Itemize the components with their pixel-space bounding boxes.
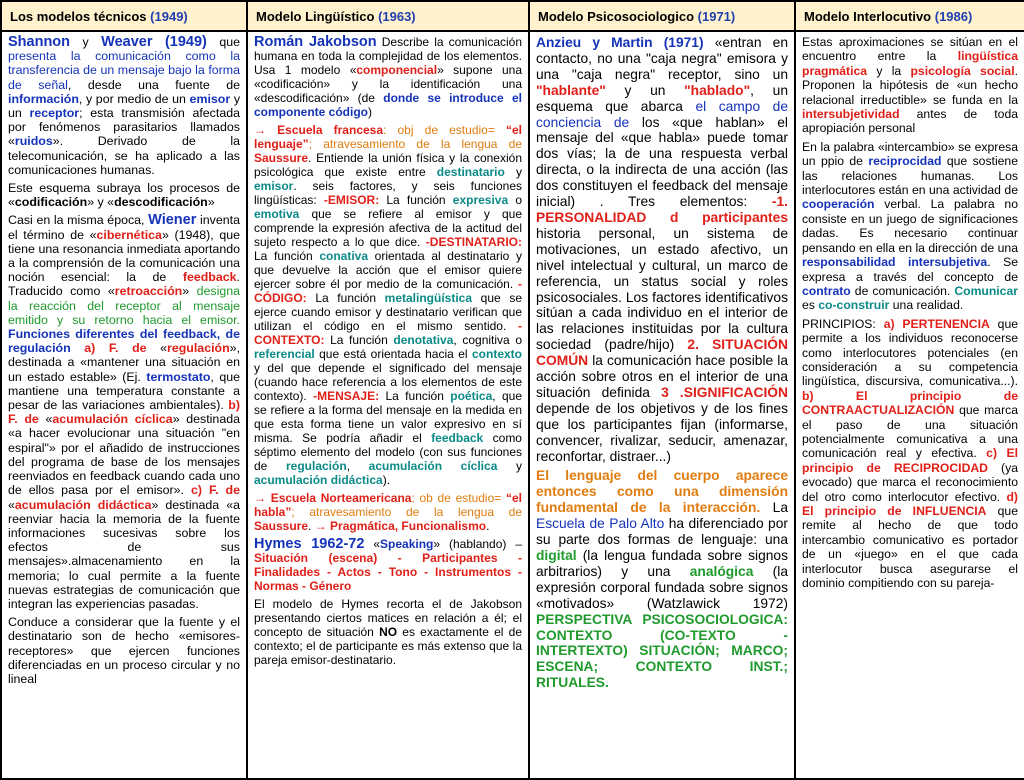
text-run: a) PERTENENCIA: [883, 316, 990, 331]
text-run: la comunicación hace posible la acción sobre otros en el interior de una situación definida: [536, 353, 788, 400]
text-run: «: [146, 341, 168, 356]
paragraph: [8, 615, 240, 686]
text-run: reciprocidad: [868, 154, 942, 169]
text-run: La función: [306, 291, 385, 305]
text-run: de comunicación.: [850, 283, 955, 298]
text-run: ; atravesamiento de la lengua de: [308, 137, 522, 151]
paragraph: [8, 181, 240, 209]
text-run: “el habla”: [254, 491, 522, 519]
text-run: información: [8, 91, 79, 106]
text-run: [152, 35, 164, 49]
text-run: responsabilidad intersubjetiva: [802, 255, 988, 270]
text-run: ruidos: [14, 134, 53, 149]
paragraph: [254, 537, 522, 593]
paragraph: [802, 317, 1018, 591]
text-run: emisor: [254, 179, 294, 193]
text-run: → Escuela Norteamericana: [254, 491, 412, 505]
text-run: , que se refiere a la forma del mensaje en la medida en que esta forma tiene un valor expresivo en sí misma. Se podría añadir el: [254, 389, 523, 445]
text-run: . seis factores, y seis funciones lingüísticas:: [254, 179, 522, 207]
header-title: Modelo Interlocutivo: [804, 8, 932, 24]
paragraph: [254, 35, 522, 119]
paragraph: [536, 468, 788, 691]
paragraph: [802, 140, 1018, 313]
text-run: emisor: [189, 91, 231, 106]
text-run: contrato: [802, 283, 851, 298]
text-run: termostato: [146, 369, 211, 384]
text-run: Este esquema subraya los procesos de «: [8, 181, 240, 210]
text-run: La función: [379, 389, 451, 403]
column-psicosociologico: [529, 31, 795, 779]
text-run: » supone una «codificación» y la identificación una «descodificación» (de: [254, 63, 523, 105]
text-run: » (hablando) –: [433, 537, 522, 551]
text-run: Anzieu y Martin (1971): [536, 35, 704, 50]
text-run: b) F. de: [8, 398, 240, 427]
text-run: emotiva: [254, 207, 300, 221]
text-run: (ya evocado) que marca el reconocimiento del otro como interlocutor efectivo.: [802, 460, 1018, 504]
text-run: 3 .SIGNIFICACIÓN: [661, 384, 788, 400]
column-tecnicos: [1, 31, 247, 779]
text-run: », destinada a «mantener una situación en un estado estable» (Ej.: [8, 341, 241, 384]
text-run: «: [8, 497, 15, 512]
text-run: conativa: [319, 249, 369, 263]
text-run: psicología social: [910, 63, 1015, 78]
text-run: que permite a los individuos reconocerse como interlocutores potenciales (en consideración a su competencia lingüística, discursiva, comunicativa...).: [802, 316, 1018, 389]
text-run: y del que depende el significado del mensaje (cuando hace referencia a los elementos de este contexto).: [254, 361, 522, 403]
text-run: que está orientada hacia el: [314, 347, 472, 361]
text-run: » (1948), que tiene una resonancia inmediata aportando a la comprensión de la comunicación una noción esencial: la de: [8, 227, 240, 285]
text-run: retroacción: [114, 284, 183, 299]
text-run: NO: [379, 625, 398, 639]
paragraph: [8, 213, 240, 611]
text-run: Funciones diferentes del feedback, de regulación: [8, 327, 240, 356]
text-run: historia personal, un sistema de motivaciones, un estado afectivo, un nivel intelectual y cultural, un marco de referencia, un status social y roles psicosociales. Los factores identificativos sitúan a cada individuo en el interior de las relaciones instituidas por la cultura sociedad (padre/hijo): [536, 225, 788, 353]
column-interlocutivo: [795, 31, 1024, 779]
text-run: .: [486, 519, 490, 533]
text-run: depende de los objetivos y de los fines que los participantes fijan (informarse, convencer, rivalizar, seducir, amenazar, reconfortar, distraer...): [536, 400, 788, 464]
text-run: , y por medio de un: [78, 91, 190, 106]
text-run: » destinada «a reenviar hacia la memoria de la fuente informaciones sucesivas sobre los efectos de sus mensajes».almacenamiento en la memoria; lo cual permite a la fuente nuevas estrategias de comunicación que integran las experiencias pasadas.: [8, 497, 240, 611]
text-run: que: [206, 35, 240, 49]
text-run: acumulación cíclica: [368, 459, 498, 473]
text-run: c) F. de: [190, 483, 241, 498]
text-run: que se ejerce cuando emisor y destinatario verifican que utilizan el código en el mismo sentido.: [254, 291, 522, 333]
text-run: ; atravesamiento de la lengua de: [291, 505, 522, 519]
text-run: es: [802, 298, 819, 313]
text-run: cibernética: [96, 227, 162, 242]
text-run: Weaver: [101, 34, 153, 50]
text-run: es exactamente el de contexto; el de participante es más extenso que la pareja emisor-destinatario.: [254, 625, 522, 667]
text-run: y la: [867, 63, 911, 78]
header-year: (1949): [150, 8, 188, 24]
text-run: » destinada «a hacer evolucionar una situación "en espiral"» por el añadido de instrucciones del programa de base de los mensajes reenviados en feedback cuando cada uno de ellos pasa por el emisor».: [8, 412, 240, 498]
header-year: (1971): [697, 8, 736, 24]
text-run: contexto: [471, 347, 522, 361]
header-title: Modelo Lingüístico: [256, 8, 375, 24]
text-run: Shannon: [8, 34, 71, 50]
text-run: «: [38, 412, 53, 427]
paragraph: [254, 597, 522, 667]
text-run: c) El principio de RECIPROCIDAD: [802, 446, 1018, 475]
text-run: (la expresión corporal fundada sobre signos «motivados» (Watzlawick 1972): [536, 563, 788, 611]
text-run: , cognitiva o: [453, 333, 523, 347]
paragraph: [8, 35, 240, 177]
header-linguistico: [247, 1, 529, 31]
paragraph: [802, 35, 1018, 136]
text-run: feedback: [182, 270, 237, 285]
text-run: y: [497, 459, 523, 473]
text-run: -DESTINATARIO:: [425, 235, 522, 249]
text-run: regulación: [167, 341, 230, 356]
text-run: -CÓDIGO:: [254, 277, 522, 305]
text-run: .: [308, 519, 315, 533]
text-run: acumulación didáctica: [254, 473, 383, 487]
text-run: receptor: [29, 106, 80, 121]
text-run: ): [368, 105, 372, 119]
text-run: que sostiene las relaciones humanas. Los interlocutores están en una actividad de: [802, 154, 1018, 198]
header-title: Los modelos técnicos: [10, 8, 147, 24]
text-run: una realidad.: [889, 298, 964, 313]
text-run: componencial: [356, 63, 438, 77]
text-run: "hablante": [536, 82, 606, 98]
paragraph: [536, 35, 788, 464]
text-run: feedback: [431, 431, 484, 445]
text-run: (1949): [164, 34, 207, 50]
text-run: ». Derivado de la telecomunicación, se ha aplicado a las comunicaciones humanas.: [8, 134, 240, 177]
text-run: ,: [346, 459, 369, 473]
text-run: Situación (escena) - Participantes - Finalidades - Actos - Tono - Instrumentos - Normas - Género: [254, 551, 522, 593]
text-run: Escuela de Palo Alto: [536, 516, 665, 532]
text-run: -EMISOR:: [323, 193, 380, 207]
paragraph: [254, 123, 522, 487]
text-run: El lenguaje del cuerpo aparece entonces como una dimensión fundamental de la interacción.: [536, 468, 788, 516]
text-run: : obj de estudio=: [383, 123, 506, 137]
text-run: “el lenguaje”: [254, 123, 522, 151]
text-run: regulación: [286, 459, 347, 473]
text-run: Román Jakobson: [254, 34, 377, 50]
text-run: 2. SITUACIÓN COMÚN: [536, 337, 788, 369]
text-run: Conduce a considerar que la fuente y el destinatario son de hecho «emisores-receptores» que ejercen funciones diferenciadas en un proceso circular y no lineal: [8, 615, 240, 686]
text-run: b) El principio de CONTRAACTUALIZACIÓN: [802, 388, 1018, 418]
text-run: Speaking: [380, 537, 434, 551]
header-year: (1963): [378, 8, 416, 24]
text-run: referencial: [254, 347, 315, 361]
text-run: » y «: [87, 195, 115, 210]
text-run: PERSPECTIVA PSICOSOCIOLOGICA: CONTEXTO (CO-TEXTO - INTERTEXTO) SITUACIÓN; MARCO; ESCENA; CONTEXTO INST.; RITUALES.: [536, 611, 788, 691]
text-run: . Se expresa a través del concepto de: [802, 255, 1018, 284]
text-run: -CONTEXTO:: [254, 319, 522, 347]
text-run: → Escuela francesa: [254, 123, 384, 137]
text-run: «: [364, 537, 381, 551]
text-run: digital: [536, 548, 577, 563]
text-run: expresiva: [452, 193, 509, 207]
paragraph: [254, 491, 522, 533]
text-run: En la palabra «intercambio» se expresa un ppio de: [802, 139, 1018, 169]
text-run: metalingüística: [384, 291, 473, 305]
text-run: La: [760, 500, 788, 516]
text-run: y un: [8, 91, 241, 121]
text-run: intersubjetividad: [802, 107, 900, 122]
header-year: (1986): [934, 8, 973, 24]
text-run: analógica: [689, 563, 754, 579]
text-run: Casi en la misma época,: [8, 213, 149, 228]
text-run: verbal. La palabra no consiste en un juego de significaciones dadas. Es necesario continuar pensando en ella en la dirección de una: [802, 197, 1018, 255]
content-row: [1, 31, 1024, 779]
text-run: destinatario: [436, 165, 505, 179]
text-run: donde se introduce el componente código: [254, 91, 522, 119]
text-run: [71, 341, 85, 355]
text-run: Describe la comunicación humana en toda la complejidad de los elementos. Usa 1 modelo «: [254, 35, 523, 77]
text-run: »: [182, 284, 197, 299]
text-run: codificación: [14, 195, 88, 210]
text-run: acumulación didáctica: [14, 497, 152, 512]
text-run: designa la reacción del receptor al mensaje emitido y su retorno hacia el emisor.: [8, 284, 240, 327]
text-run: "hablado": [684, 82, 751, 98]
text-run: que marca el paso de una situación potencialmente comunicativa a una comunicación real y efectiva.: [802, 403, 1018, 461]
text-run: los «que hablan» el mensaje del «que habla» puede tomar dos vías; la de una respuesta verbal directa, o la indirecta de una acción (las dos constituyen el feedback del mensaje inicial) . Tres elementos:: [536, 114, 788, 210]
text-run: que se refiere al emisor y que comprende la expresión afectiva de la actitud del sujeto respecto a lo que dice.: [254, 207, 522, 249]
text-run: y un: [605, 82, 685, 98]
text-run: , desde una fuente de: [67, 77, 240, 92]
text-run: inventa el término de «: [8, 213, 240, 242]
text-run: . Entiende la unión física y la conexión psicológica que existe entre: [254, 151, 522, 179]
text-run: → Pragmática, Funcionalismo: [314, 519, 487, 533]
header-interlocutivo: [795, 1, 1024, 31]
text-run: : ob de estudio=: [411, 491, 506, 505]
text-run: ; esta transmisión afectada por fenómenos parasitarios llamados «: [8, 106, 240, 149]
text-run: »: [207, 195, 215, 210]
text-run: , que mantiene una temperatura constante a pesar de las variaciones ambientales).: [8, 369, 241, 413]
text-run: presenta la comunicación como la transferencia de un mensaje bajo la forma de señal: [8, 49, 240, 92]
text-run: descodificación: [114, 195, 208, 210]
text-run: . Proponen la hipótesis de «un hecho relacional irreductible» se funda en la: [802, 63, 1018, 107]
text-run: y: [70, 35, 102, 49]
text-run: Hymes 1962-72: [254, 536, 365, 552]
text-run: -MENSAJE:: [313, 389, 380, 403]
text-run: ).: [382, 473, 391, 487]
text-run: denotativa: [393, 333, 454, 347]
text-run: cooperación: [802, 197, 875, 212]
text-run: Comunicar: [954, 283, 1018, 298]
text-run: orientada al destinatario y que devuelve la acción que el emisor quiere ejercer sobre él por medio de la comunicación.: [254, 249, 522, 291]
text-run: Wiener: [148, 212, 197, 229]
text-run: d) El principio de INFLUENCIA: [802, 489, 1018, 518]
text-run: . Traducido como «: [8, 270, 240, 299]
text-run: antes de toda apropiación personal: [802, 107, 1018, 136]
text-run: como séptimo elemento del modelo (con sus funciones de: [254, 431, 522, 473]
text-run: PRINCIPIOS:: [802, 316, 884, 331]
text-run: o: [508, 193, 523, 207]
text-run: El modelo de Hymes recorta el de Jakobson presentando ciertos matices en relación a él; el concepto de situación: [254, 597, 522, 639]
text-run: La función: [379, 193, 453, 207]
header-tecnicos: [1, 1, 247, 31]
text-run: a) F. de: [84, 341, 147, 356]
text-run: Estas aproximaciones se sitúan en el encuentro entre la: [802, 35, 1018, 64]
text-run: que remite al hecho de que todo intercambio comunicativo es portador de un «juego» en el que cada interlocutor busca asegurarse el dominio compitiendo con su pareja-: [802, 504, 1018, 591]
header-psicosociologico: [529, 1, 795, 31]
text-run: La función: [324, 333, 394, 347]
text-run: Saussure: [254, 151, 309, 165]
header-row: [1, 1, 1024, 31]
text-run: poética: [450, 389, 493, 403]
text-run: ha diferenciado por su parte dos formas de lenguaje: una: [536, 516, 788, 548]
column-linguistico: [247, 31, 529, 779]
text-run: La función: [254, 249, 320, 263]
text-run: acumulación cíclica: [52, 412, 173, 427]
header-title: Modelo Psicosociologico: [538, 8, 695, 24]
text-run: el campo de conciencia de: [536, 98, 788, 130]
text-run: -1. PERSONALIDAD d participantes: [536, 194, 788, 225]
text-run: , un esquema que abarca: [536, 82, 788, 114]
text-run: «entran en contacto, no una "caja negra" emisora y una "caja negra" receptor, sino un: [536, 35, 789, 82]
text-run: Saussure: [254, 519, 309, 533]
text-run: lingüística pragmática: [802, 49, 1018, 78]
text-run: co-construir: [818, 298, 890, 313]
text-run: (la lengua fundada sobre signos arbitrarios) y una: [536, 548, 788, 579]
text-run: y: [504, 165, 522, 179]
